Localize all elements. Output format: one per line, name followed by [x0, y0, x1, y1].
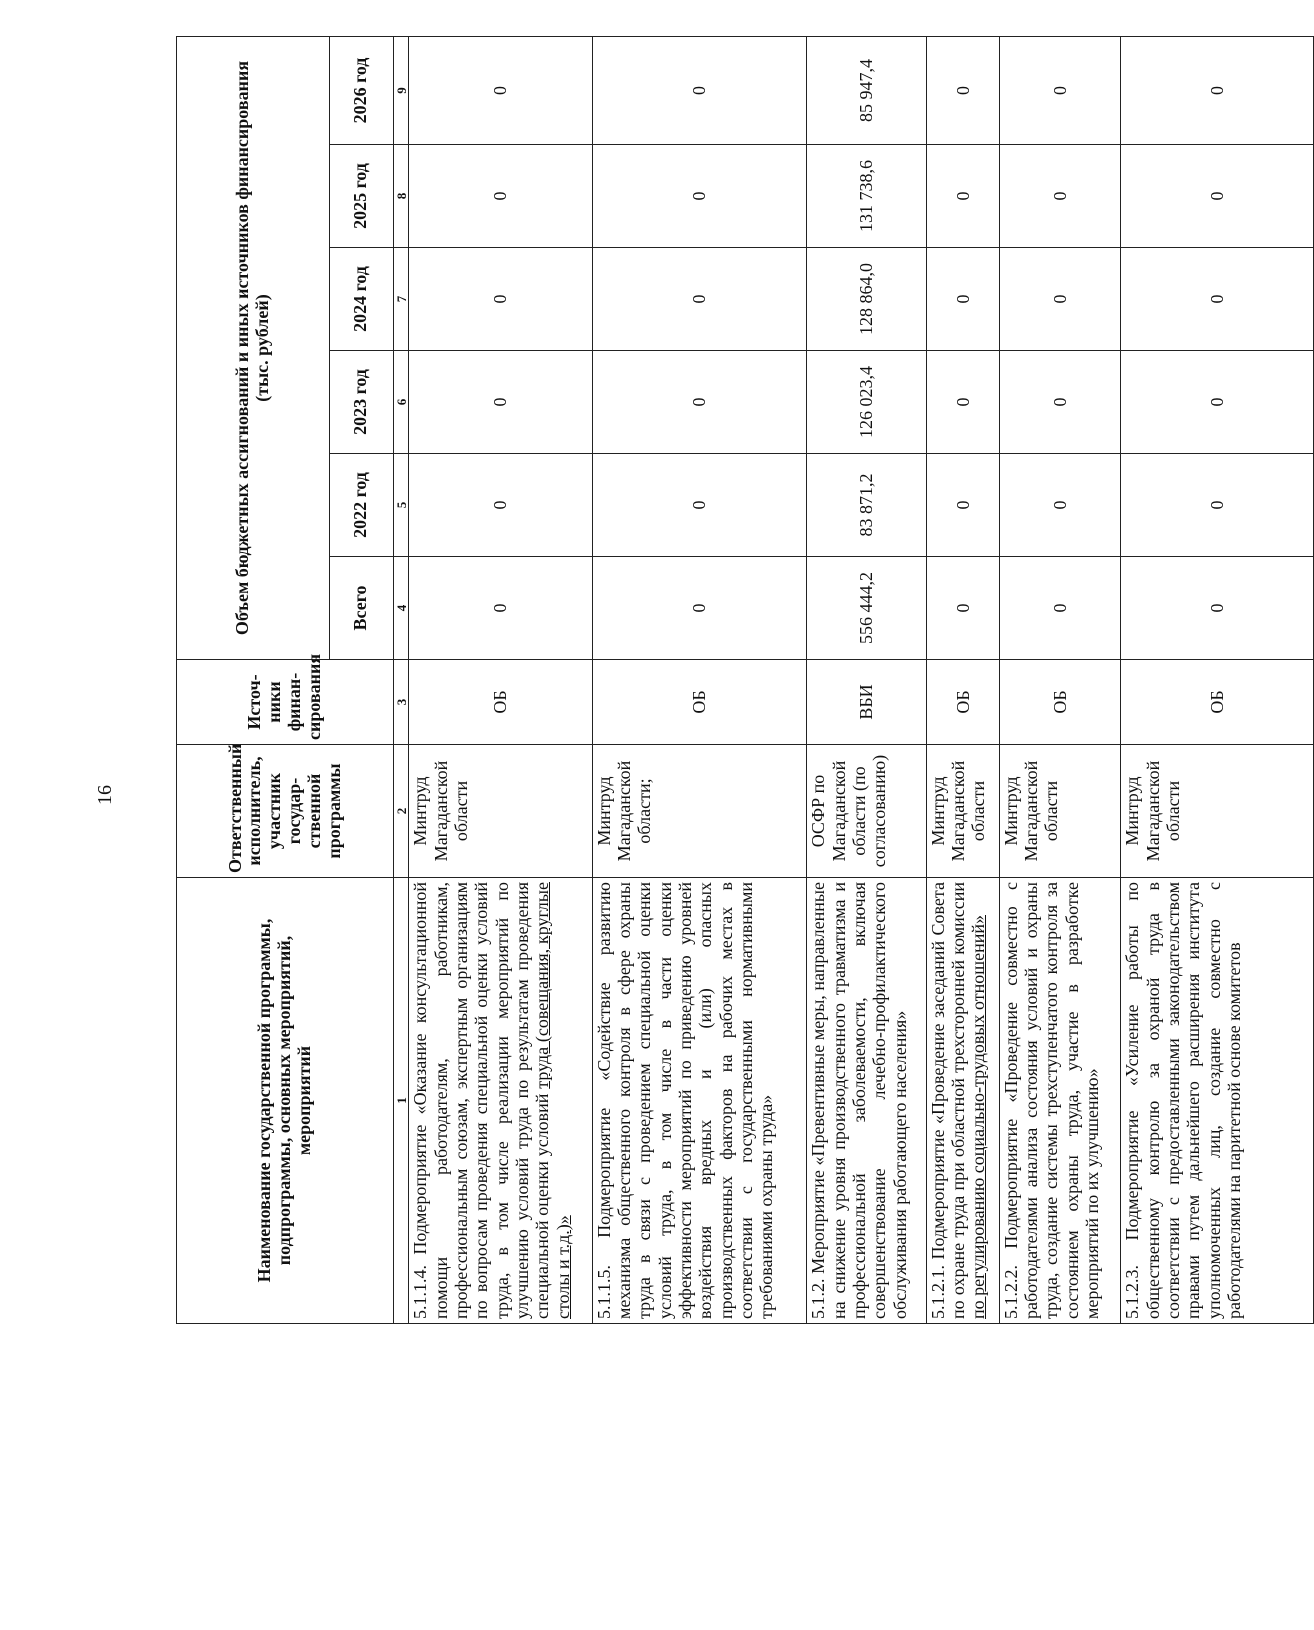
- row-source: ВБИ: [807, 660, 926, 745]
- row-total: 0: [409, 557, 592, 660]
- rotated-table-container: [176, 37, 1314, 1324]
- row-y2022: 0: [592, 454, 807, 557]
- row-total: 0: [1121, 557, 1314, 660]
- row-source: ОБ: [926, 660, 999, 745]
- header-executor: Ответственный исполнитель, участник государ-ственной программы: [177, 745, 394, 878]
- row-executor: Минтруд Магаданской области;: [592, 745, 807, 878]
- row-y2024: 0: [592, 248, 807, 351]
- row-name-underlined: труда (совещания, круглые столы и т.д.)»: [532, 882, 573, 1319]
- row-y2023: 0: [1121, 351, 1314, 454]
- row-y2023: 0: [926, 351, 999, 454]
- row-y2023: 0: [999, 351, 1121, 454]
- row-y2023: 0: [592, 351, 807, 454]
- column-number: 4: [393, 557, 408, 660]
- row-total: 0: [999, 557, 1121, 660]
- row-source: ОБ: [1121, 660, 1314, 745]
- page-number: 16: [94, 785, 116, 805]
- header-funding-group: Объем бюджетных ассигнований и иных источников финансирования (тыс. рублей): [177, 37, 330, 660]
- row-total: 0: [926, 557, 999, 660]
- row-y2022: 0: [926, 454, 999, 557]
- row-y2024: 0: [999, 248, 1121, 351]
- row-executor: Минтруд Магаданской области: [409, 745, 592, 878]
- row-y2022: 83 871,2: [807, 454, 926, 557]
- row-y2024: 0: [409, 248, 592, 351]
- table-row: [926, 37, 999, 1324]
- row-name: 5.1.1.4. Подмероприятие «Оказание консультационной помощи работодателям, работникам, профессиональным союзам, экспертным организациям по вопросам проведения специальной оценки условий труда, в том числе реализации мероприятий по улучшению условий труда по результатам проведения специальной оценки условий труда (совещания, круглые столы и т.д.)»: [409, 878, 592, 1324]
- header-y2026: 2026 год: [329, 37, 393, 145]
- row-total: 0: [592, 557, 807, 660]
- column-number: 5: [393, 454, 408, 557]
- row-y2024: 0: [926, 248, 999, 351]
- funding-table: [176, 36, 1314, 1324]
- row-source: ОБ: [592, 660, 807, 745]
- column-number: 8: [393, 145, 408, 248]
- row-y2026: 0: [999, 37, 1121, 145]
- column-number: 9: [393, 37, 408, 145]
- table-row: [807, 37, 926, 1324]
- column-number: 7: [393, 248, 408, 351]
- row-name: 5.1.2.2. Подмероприятие «Проведение совместно с работодателями анализа состояния условий и охраны труда, создание системы трехступенчатого контроля за состоянием охраны труда, участие в разработке мероприятий по их улучшению»: [999, 878, 1121, 1324]
- row-y2025: 0: [999, 145, 1121, 248]
- row-y2025: 0: [592, 145, 807, 248]
- row-y2025: 0: [409, 145, 592, 248]
- header-source: Источ-ники финан-сирования: [177, 660, 394, 745]
- header-name: Наименование государственной программы, подпрограммы, основных мероприятий, мероприятий: [177, 878, 394, 1324]
- table-row: [1121, 37, 1314, 1324]
- row-y2026: 0: [409, 37, 592, 145]
- row-y2026: 0: [1121, 37, 1314, 145]
- column-number: 1: [393, 878, 408, 1324]
- row-y2025: 0: [926, 145, 999, 248]
- row-name-underlined: по регулированию социально-трудовых отношений»: [968, 915, 989, 1319]
- row-y2023: 0: [409, 351, 592, 454]
- column-number: 6: [393, 351, 408, 454]
- row-name: 5.1.1.5. Подмероприятие «Содействие развитию механизма общественного контроля в сфере охраны труда в связи с проведением специальной оценки условий труда, в том числе в части оценки эффективности мероприятий по приведению уровней воздействия вредных и (или) опасных производственных факторов на рабочих местах в соответствии с государственными нормативными требованиями охраны труда»: [592, 878, 807, 1324]
- row-y2023: 126 023,4: [807, 351, 926, 454]
- header-y2023: 2023 год: [329, 351, 393, 454]
- row-name: 5.1.2.3. Подмероприятие «Усиление работы по общественному контролю за охраной труда в соответствии с предоставленными законодательством правами путем дальнейшего расширения института уполномоченных лиц, создание совместно с работодателями на паритетной основе комитетов: [1121, 878, 1314, 1324]
- row-y2026: 0: [592, 37, 807, 145]
- row-y2022: 0: [409, 454, 592, 557]
- row-y2022: 0: [999, 454, 1121, 557]
- row-name: 5.1.2. Мероприятие «Превентивные меры, направленные на снижение уровня производственного травматизма и профессиональной заболеваемости, включая совершенствование лечебно-профилактического обслуживания работающего населения»: [807, 878, 926, 1324]
- column-number: 2: [393, 745, 408, 878]
- row-y2026: 85 947,4: [807, 37, 926, 145]
- row-source: ОБ: [999, 660, 1121, 745]
- row-y2025: 131 738,6: [807, 145, 926, 248]
- table-row: [592, 37, 807, 1324]
- row-executor: ОСФР по Магаданской области (по согласованию): [807, 745, 926, 878]
- row-y2024: 0: [1121, 248, 1314, 351]
- table-row: [999, 37, 1121, 1324]
- row-source: ОБ: [409, 660, 592, 745]
- row-executor: Минтруд Магаданской области: [1121, 745, 1314, 878]
- row-y2024: 128 864,0: [807, 248, 926, 351]
- header-y2022: 2022 год: [329, 454, 393, 557]
- row-name: 5.1.2.1. Подмероприятие «Проведение заседаний Совета по охране труда при областной трехсторонней комиссии по регулированию социально-трудовых отношений»: [926, 878, 999, 1324]
- header-y2024: 2024 год: [329, 248, 393, 351]
- row-executor: Минтруд Магаданской области: [926, 745, 999, 878]
- header-total: Всего: [329, 557, 393, 660]
- row-executor: Минтруд Магаданской области: [999, 745, 1121, 878]
- column-number: 3: [393, 660, 408, 745]
- row-total: 556 444,2: [807, 557, 926, 660]
- row-y2022: 0: [1121, 454, 1314, 557]
- header-y2025: 2025 год: [329, 145, 393, 248]
- row-y2025: 0: [1121, 145, 1314, 248]
- table-row: [409, 37, 592, 1324]
- row-y2026: 0: [926, 37, 999, 145]
